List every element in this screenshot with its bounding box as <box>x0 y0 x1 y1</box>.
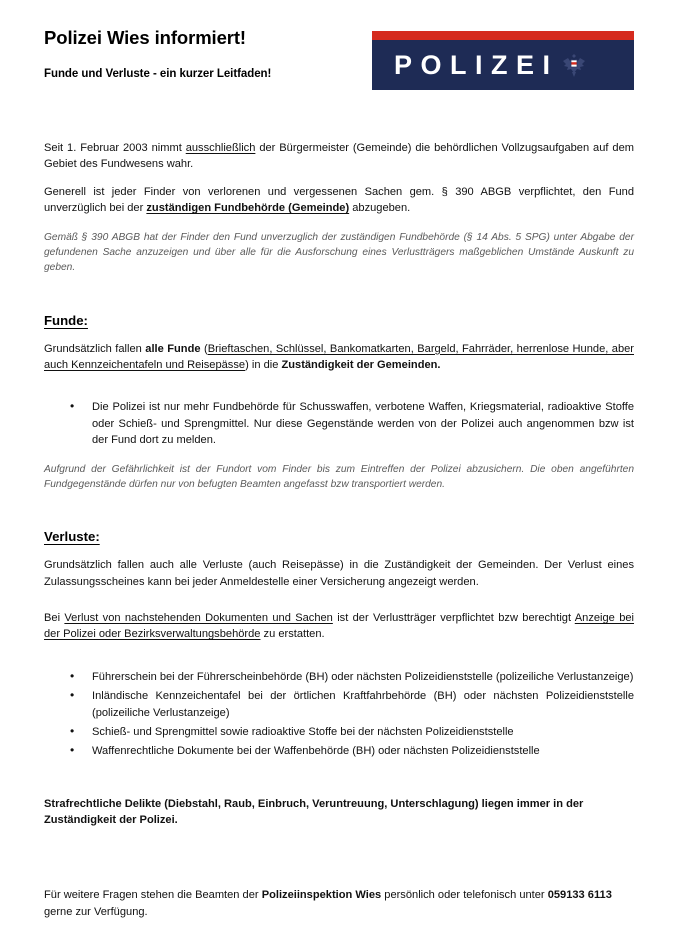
list-item: • Waffenrechtliche Dokumente bei der Waffenbehörde (BH) oder nächsten Polizeidienststelle <box>44 743 634 759</box>
polizei-logo <box>372 31 634 90</box>
funde-examples-list: Brieftaschen, Schlüssel, Bankomatkarten, Bargeld, Fahrräder, herrenlose Hunde, aber auch Kennzeichentafeln und Reisepässe <box>44 342 634 371</box>
spacer <box>44 766 634 796</box>
intro-p1-part-a: Seit 1. Februar 2003 nimmt <box>44 142 186 154</box>
verluste-paragraph-2 <box>44 610 634 643</box>
intro-p2-part-a: Generell ist jeder Finder von verlorenen und vergessenen Sachen gem. § 390 ABGB verpflichtet, den Fund unverzüglich bei der <box>44 185 634 215</box>
intro-p1-emphasis: ausschließlich <box>185 142 256 154</box>
intro-legal-note: Gemäß § 390 ABGB hat der Finder den Fund unverzuglich der zuständigen Fundbehörde (§ 14 Abs. 5 SPG) unter Abgabe der gefundenen Sache anzuzeigen und über alle für die Ausforschung eines Verlustträgers maßgeblichen Umstände Auskunft zu geben. <box>44 231 634 274</box>
spacer <box>44 870 634 887</box>
contact-footer <box>44 887 634 921</box>
document-header <box>0 0 676 110</box>
polizei-logo-text: POLIZEI <box>394 49 559 80</box>
footer-part-b: persönlich oder telefonisch unter <box>381 889 548 902</box>
spacer <box>44 840 634 870</box>
intro-paragraph-2 <box>44 184 634 217</box>
list-item: • Schieß- und Sprengmittel sowie radioaktive Stoffe bei der nächsten Polizeidienststelle <box>44 724 634 740</box>
section-heading-verluste: Verluste: <box>44 529 100 545</box>
verluste-p2-emphasis-2: Anzeige bei der Polizei oder Bezirksverwaltungsbehörde <box>44 611 635 641</box>
funde-part-b: ( <box>200 342 208 355</box>
intro-p2-part-b: abzugeben. <box>349 202 411 215</box>
footer-station-name: Polizeiinspektion Wies <box>261 889 382 902</box>
list-item: • Inländische Kennzeichentafel bei der örtlichen Kraftfahrbehörde (BH) oder nächsten Polizeidienststelle (polizeiliche Verlustanzeige) <box>44 688 634 721</box>
spacer <box>44 601 634 610</box>
funde-part-c: ) in die <box>245 358 282 371</box>
spacer <box>44 654 634 663</box>
funde-bold-alle-funde: alle Funde <box>145 342 201 355</box>
verluste-p2-part-c: zu erstatten. <box>260 628 325 641</box>
funde-bullet-list <box>44 399 634 448</box>
verluste-p2-part-b: ist der Verlustträger verpflichtet bzw berechtigt <box>332 611 575 624</box>
funde-legal-note: Aufgrund der Gefährlichkeit ist der Fundort vom Finder bis zum Eintreffen der Polizei abzusichern. Die oben angeführten Fundgegenstände dürfen nur von befugten Beamten angefasst bzw transportiert werden. <box>44 463 634 490</box>
verluste-p2-emphasis-1: Verlust von nachstehenden Dokumenten und Sachen <box>64 611 333 624</box>
title-block <box>44 28 364 80</box>
section-funde <box>44 291 634 493</box>
intro-p2-emphasis: zuständigen Fundbehörde (Gemeinde) <box>146 202 350 215</box>
funde-paragraph <box>44 341 634 374</box>
verluste-paragraph-1: Grundsätzlich fallen auch alle Verluste (auch Reisepässe) in die Zuständigkeit der Gemeinden. Der Verlust eines Zulassungsscheines kann bei jeder Anmeldestelle einer Versicherung angezeigt werden. <box>44 559 634 588</box>
section-heading-funde: Funde: <box>44 312 88 328</box>
list-item: • Die Polizei ist nur mehr Fundbehörde für Schusswaffen, verbotene Waffen, Kriegsmaterial, radioaktive Stoffe oder Schieß- und Sprengmittel. Nur diese Gegenstände werden von der Polizei auch angenommen bzw ist der Fund dort zu melden. <box>44 399 634 448</box>
intro-p1-part-b: der Bürgermeister (Gemeinde) die behördlichen Vollzugsaufgaben auf dem Gebiet des Fundwesens wahr. <box>44 142 634 171</box>
page-title: Polizei Wies informiert! <box>44 27 246 48</box>
austrian-eagle-icon <box>561 50 587 80</box>
spacer <box>44 384 634 393</box>
funde-bold-zustaendigkeit: Zuständigkeit der Gemeinden. <box>281 358 441 371</box>
funde-part-a: Grundsätzlich fallen <box>44 342 146 355</box>
document-body <box>44 140 634 932</box>
footer-phone-number: 059133 6113 <box>547 889 612 902</box>
section-verluste <box>44 507 634 760</box>
page-subtitle: Funde und Verluste - ein kurzer Leitfaden! <box>44 68 272 81</box>
verluste-bullet-list <box>44 669 634 760</box>
closing-statement: Strafrechtliche Delikte (Diebstahl, Raub, Einbruch, Veruntreuung, Unterschlagung) liegen immer in der Zuständigkeit der Polizei. <box>44 797 584 827</box>
list-item: • Führerschein bei der Führerscheinbehörde (BH) oder nächsten Polizeidienststelle (polizeiliche Verlustanzeige) <box>44 669 634 685</box>
verluste-p2-part-a: Bei <box>44 611 65 624</box>
footer-part-a: Für weitere Fragen stehen die Beamten der <box>44 889 262 902</box>
footer-part-c: gerne zur Verfügung. <box>44 906 148 919</box>
intro-paragraph-1 <box>44 140 634 173</box>
